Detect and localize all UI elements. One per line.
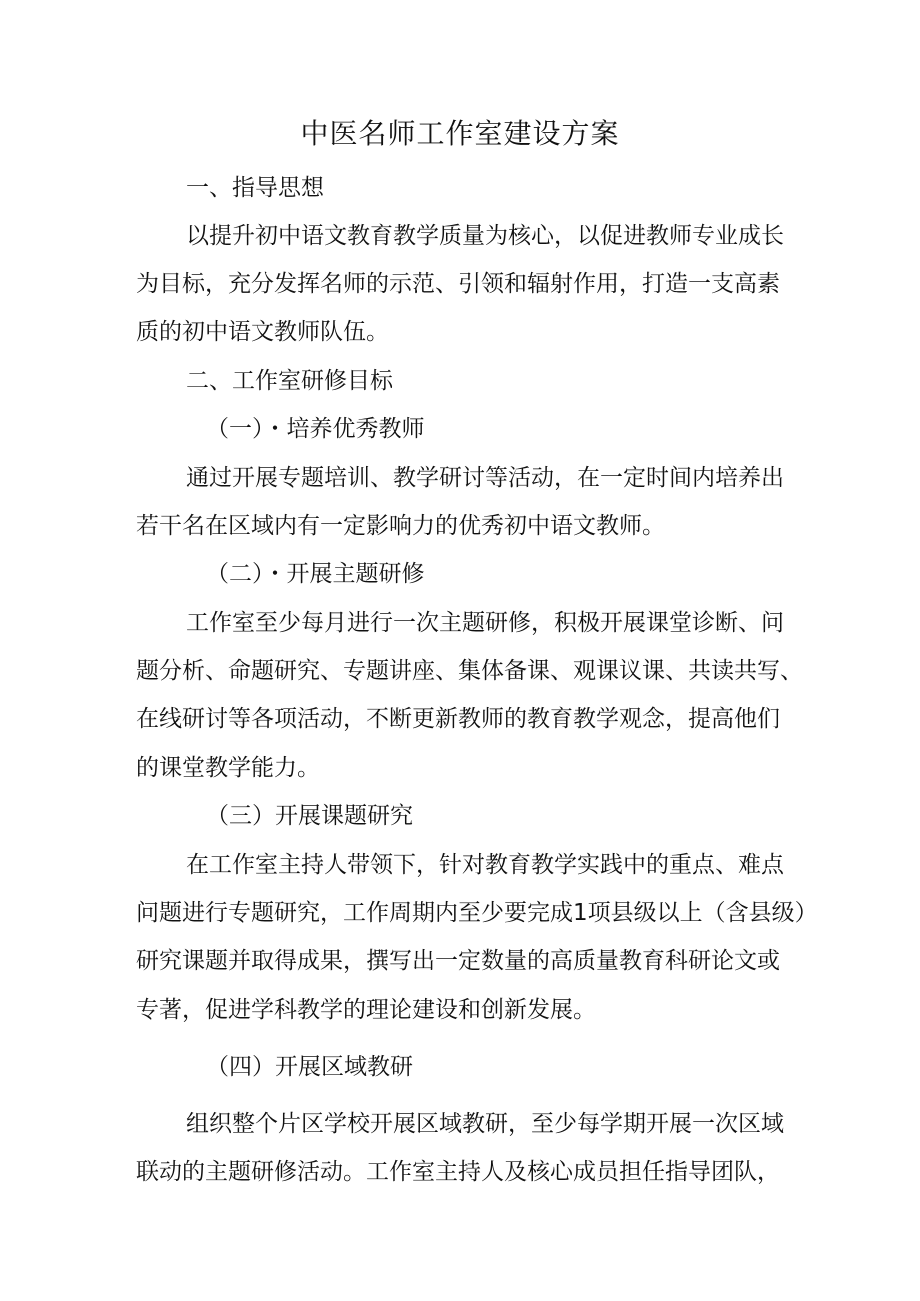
subsection-heading-2: （二）・开展主题研修 <box>206 561 425 587</box>
paragraph-line: 为目标，充分发挥名师的示范、引领和辐射作用，打造一支高素 <box>136 271 780 297</box>
paragraph-line: 若干名在区域内有一定影响力的优秀初中语文教师。 <box>136 513 665 539</box>
paragraph-line: 工作室至少每月进行一次主题研修，积极开展课堂诊断、问 <box>186 610 784 636</box>
paragraph-line: 质的初中语文教师队伍。 <box>136 319 389 345</box>
paragraph-line: 组织整个片区学校开展区域教研，至少每学期开展一次区域 <box>186 1111 784 1137</box>
paragraph-line: 研究课题并取得成果，撰写出一定数量的高质量教育科研论文或 <box>136 948 780 974</box>
paragraph-line: 联动的主题研修活动。工作室主持人及核心成员担任指导团队， <box>136 1159 780 1185</box>
paragraph-line: 的课堂教学能力。 <box>136 755 320 781</box>
subsection-heading-3: （三）开展课题研究 <box>206 803 413 829</box>
paragraph-line: 专著，促进学科教学的理论建设和创新发展。 <box>136 997 596 1023</box>
paragraph-line: 在线研讨等各项活动，不断更新教师的教育教学观念，提高他们 <box>136 706 780 732</box>
section-heading-2: 二、工作室研修目标 <box>186 368 393 394</box>
section-heading-1: 一、指导思想 <box>186 175 324 201</box>
paragraph-line: 在工作室主持人带领下，针对教育教学实践中的重点、难点 <box>186 852 784 878</box>
subsection-heading-1: （一）・培养优秀教师 <box>206 416 425 442</box>
paragraph-line: 通过开展专题培训、教学研讨等活动，在一定时间内培养出 <box>186 465 784 491</box>
paragraph-line: 问题进行专题研究，工作周期内至少要完成1项县级以上（含县级） <box>136 900 818 926</box>
document-title: 中医名师工作室建设方案 <box>300 117 620 150</box>
paragraph-line: 以提升初中语文教育教学质量为核心，以促进教师专业成长 <box>186 223 784 249</box>
paragraph-line: 题分析、命题研究、专题讲座、集体备课、观课议课、共读共写、 <box>136 658 803 684</box>
subsection-heading-4: （四）开展区域教研 <box>206 1054 413 1080</box>
